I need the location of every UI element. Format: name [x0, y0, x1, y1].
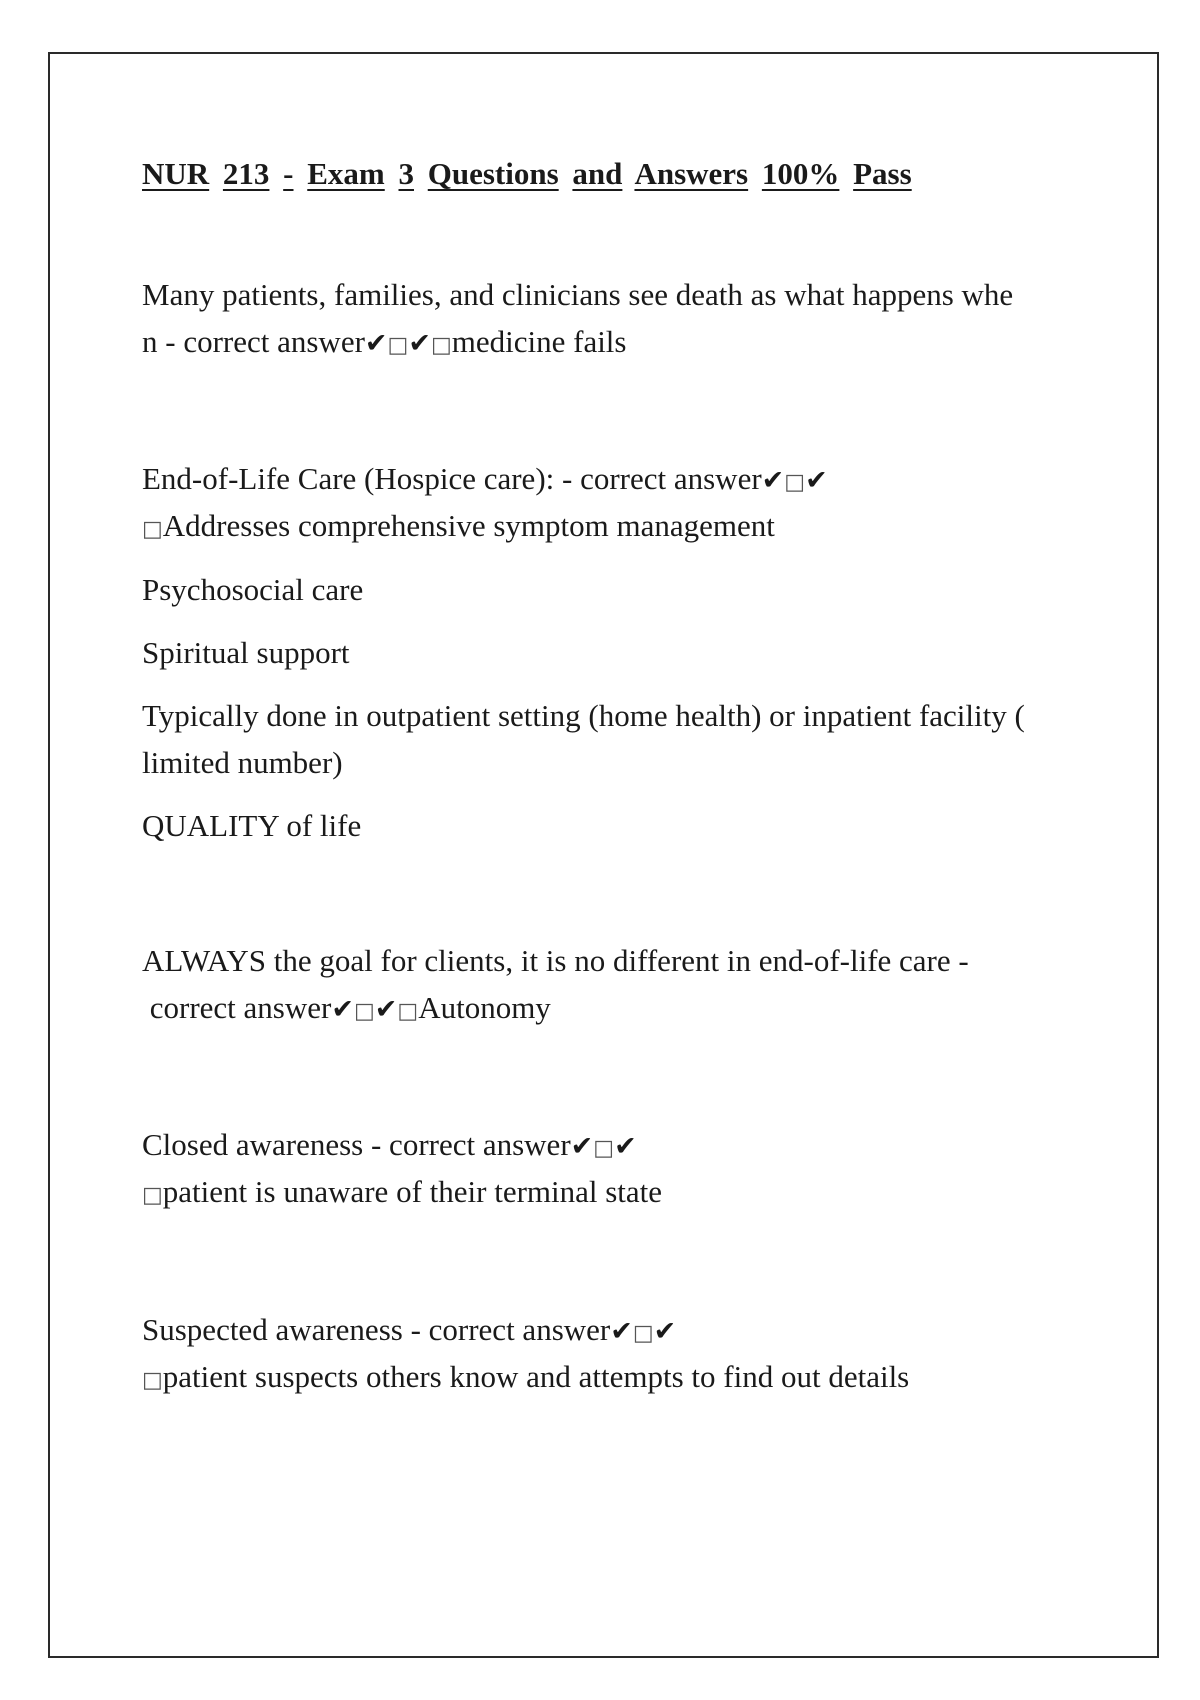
question-text: Many patients, families, and clinicians see death as what happens whe [142, 277, 1014, 313]
question-text: Suspected awareness - correct answer [142, 1311, 611, 1347]
document-content [142, 150, 1072, 1400]
answer-line [142, 1168, 1072, 1215]
question-line [142, 1306, 1072, 1353]
answer-item: Spiritual support [142, 634, 350, 670]
answer-text: patient is unaware of their terminal state [162, 1174, 663, 1210]
box-icon: □ [353, 999, 375, 1025]
title-word: Exam [307, 156, 385, 191]
check-icon: ✔ [653, 1315, 677, 1347]
qa-block-4 [142, 1121, 1072, 1215]
title-word: 213 [222, 156, 270, 191]
box-icon: □ [142, 1183, 163, 1209]
title-word: 100% [761, 156, 840, 191]
title-word: and [572, 156, 623, 191]
answer-line [142, 1353, 1072, 1400]
answer-text: Addresses comprehensive symptom management [162, 508, 775, 544]
question-line [142, 984, 1072, 1031]
question-line [142, 318, 1072, 365]
answer-text: medicine fails [451, 324, 627, 360]
box-icon: □ [632, 1320, 654, 1346]
qa-block-2 [142, 455, 1072, 849]
question-text-cont: correct answer [142, 990, 332, 1026]
question-text: End-of-Life Care (Hospice care): - correct answer [142, 461, 762, 497]
check-icon: ✔ [614, 1131, 637, 1163]
question-text-cont: n - correct answer [142, 324, 365, 360]
answer-item: Psychosocial care [142, 571, 364, 607]
document-title [142, 150, 1072, 197]
question-line [142, 1121, 1072, 1168]
box-icon: □ [397, 999, 419, 1025]
answer-text: patient suspects others know and attempts to find out details [162, 1358, 910, 1394]
box-icon: □ [593, 1136, 615, 1162]
title-word: Answers [634, 156, 749, 191]
title-word: Questions [427, 156, 559, 191]
title-word: 3 [398, 156, 414, 191]
check-icon: ✔ [364, 328, 388, 360]
check-icon: ✔ [805, 465, 828, 497]
answer-item: QUALITY of life [142, 807, 362, 843]
answer-item: Typically done in outpatient setting (home health) or inpatient facility ( [142, 697, 1025, 733]
qa-block-5 [142, 1306, 1072, 1400]
title-word: - [283, 156, 294, 191]
question-line [142, 455, 1072, 502]
question-text: Closed awareness - correct answer [142, 1127, 571, 1163]
answer-item: limited number) [142, 744, 343, 780]
answer-line [142, 502, 1072, 549]
answer-text: Autonomy [418, 990, 551, 1026]
title-word: Pass [853, 156, 912, 191]
box-icon: □ [430, 333, 452, 359]
check-icon: ✔ [610, 1315, 633, 1347]
check-icon: ✔ [374, 994, 398, 1026]
box-icon: □ [387, 333, 409, 359]
qa-block-3 [142, 937, 1072, 1031]
box-icon: □ [142, 517, 163, 543]
check-icon: ✔ [570, 1131, 594, 1163]
question-text: ALWAYS the goal for clients, it is no different in end-of-life care - [142, 943, 969, 979]
box-icon: □ [784, 470, 806, 496]
check-icon: ✔ [408, 328, 431, 360]
qa-block-1 [142, 271, 1072, 365]
box-icon: □ [142, 1367, 163, 1393]
title-word: NUR [142, 156, 210, 191]
check-icon: ✔ [331, 994, 354, 1026]
check-icon: ✔ [761, 465, 785, 497]
